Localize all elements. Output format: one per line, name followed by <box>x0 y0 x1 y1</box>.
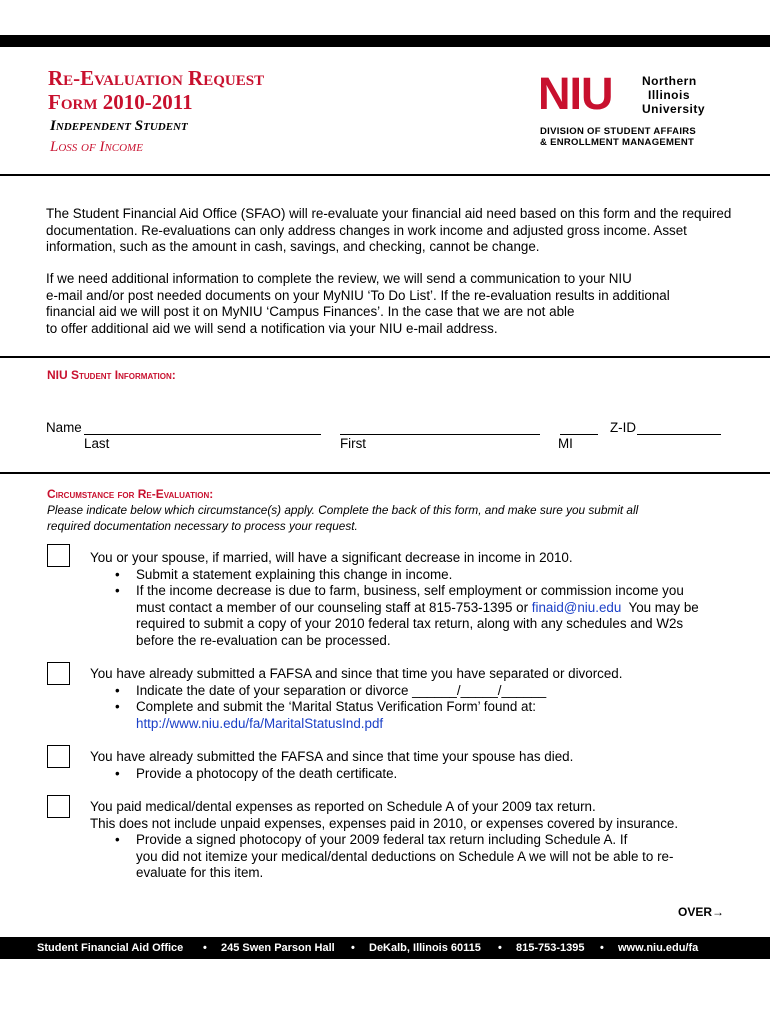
bullet-line: evaluate for this item. <box>136 865 264 880</box>
bullet-text: You may be <box>621 599 699 615</box>
footer-separator: • <box>203 942 207 954</box>
student-info-heading: NIU Student Information: <box>47 368 176 382</box>
bullet-list <box>90 832 730 882</box>
title-line-2: Form 2010-2011 <box>48 90 193 114</box>
footer-bar <box>0 937 770 959</box>
circumstance-heading: Circumstance for Re-Evaluation: <box>47 487 214 501</box>
logo-line-3: University <box>642 102 706 116</box>
circumstance-spouse-died <box>90 749 730 782</box>
footer-office: Student Financial Aid Office <box>37 942 184 954</box>
checkbox-spouse-died[interactable] <box>47 745 70 768</box>
division-label <box>540 126 696 148</box>
subtitle-loss-of-income: Loss of Income <box>50 139 143 155</box>
instructions-line: required documentation necessary to process your request. <box>47 518 358 533</box>
mi-label: MI <box>558 436 573 451</box>
footer-phone: 815-753-1395 <box>516 942 585 954</box>
item-text: You or your spouse, if married, will have a significant decrease in income in 2010. <box>90 550 573 565</box>
division-line-1: DIVISION OF STUDENT AFFAIRS <box>540 126 697 137</box>
bullet-list <box>90 567 730 650</box>
checkbox-separated-divorced[interactable] <box>47 662 70 685</box>
logo-line-1: Northern <box>642 74 697 88</box>
finaid-email-link[interactable]: finaid@niu.edu <box>531 599 622 615</box>
bullet-text: must contact a member of our counseling staff at 815-753-1395 or <box>136 599 532 615</box>
bullet-item <box>136 583 730 649</box>
intro-p2-line: If we need additional information to complete the review, we will send a communication to your NIU <box>46 271 632 286</box>
item-text: You paid medical/dental expenses as reported on Schedule A of your 2009 tax return. <box>90 799 596 814</box>
footer-city: DeKalb, Illinois 60115 <box>369 942 481 954</box>
top-bar <box>0 35 770 47</box>
zid-label: Z-ID <box>610 420 637 435</box>
footer-separator: • <box>351 942 355 954</box>
divider <box>0 472 770 474</box>
bullet-line: • Complete and submit the ‘Marital Status Verification Form’ found at: <box>136 699 536 714</box>
bullet-line: you did not itemize your medical/dental deductions on Schedule A we will not be able to re- <box>136 848 674 864</box>
last-name-field[interactable] <box>84 420 321 435</box>
mi-field[interactable] <box>560 420 598 435</box>
footer-address: 245 Swen Parson Hall <box>221 942 335 954</box>
bullet-item: • Indicate the date of your separation or divorce ______/_____/______ <box>136 683 730 700</box>
intro-p2-line: to offer additional aid we will send a notification via your NIU e-mail address. <box>46 320 498 336</box>
intro-p2-line: financial aid we will post it on MyNIU ‘Campus Finances’. In the case that we are not able <box>46 304 575 319</box>
title-line-1: Re-Evaluation Request <box>48 66 265 90</box>
bullet-line <box>136 600 730 617</box>
footer-separator: • <box>600 942 604 954</box>
circumstance-instructions <box>47 503 727 534</box>
bullet-line: required to submit a copy of your 2010 federal tax return, along with any schedules and W2s <box>136 616 684 631</box>
checkbox-medical-expenses[interactable] <box>47 795 70 818</box>
intro-paragraph-1: The Student Financial Aid Office (SFAO) will re-evaluate your financial aid need based on this form and the required documentation. Re-evaluations can only address changes in work income and adjusted gross income. Asset information, such as the amount in cash, savings, and checking, cannot be change. <box>46 206 732 254</box>
bullet-item: • Submit a statement explaining this change in income. <box>136 567 730 584</box>
circumstance-medical-expenses <box>90 799 730 882</box>
item-text: You have already submitted the FAFSA and since that time your spouse has died. <box>90 749 574 764</box>
footer-separator: • <box>498 942 502 954</box>
bullet-item <box>136 699 730 732</box>
zid-field[interactable] <box>637 420 721 435</box>
bullet-line: • Provide a signed photocopy of your 2009 federal tax return including Schedule A. If <box>136 832 628 847</box>
instructions-line: Please indicate below which circumstance(s) apply. Complete the back of this form, and make sure you submit all <box>47 503 639 517</box>
logo-line-2: Illinois <box>648 88 691 102</box>
intro-paragraph-2 <box>46 271 746 337</box>
divider <box>0 356 770 358</box>
circumstance-income-decrease <box>90 550 730 649</box>
marital-status-form-link[interactable]: http://www.niu.edu/fa/MaritalStatusInd.pdf <box>136 715 384 731</box>
last-label: Last <box>84 436 110 451</box>
niu-logo-wordmark <box>642 74 705 116</box>
bullet-item <box>136 832 730 882</box>
divider <box>0 174 770 176</box>
item-text: You have already submitted a FAFSA and since that time you have separated or divorced. <box>90 666 623 681</box>
bullet-line: before the re-evaluation can be processed. <box>136 632 391 648</box>
bullet-list <box>90 683 730 733</box>
intro-p2-line: e-mail and/or post needed documents on your MyNIU ‘To Do List’. If the re-evaluation results in additional <box>46 287 670 303</box>
name-label: Name <box>46 420 82 435</box>
page-title <box>48 66 264 114</box>
division-line-2: & ENROLLMENT MANAGEMENT <box>540 137 695 148</box>
bullet-list <box>90 766 730 783</box>
bullet-line: • If the income decrease is due to farm, business, self employment or commission income you <box>136 583 684 598</box>
footer-web[interactable]: www.niu.edu/fa <box>618 942 699 954</box>
first-label: First <box>340 436 367 451</box>
circumstance-separated-divorced <box>90 666 730 732</box>
subtitle: Independent Student <box>50 118 188 134</box>
over-label: OVER→ <box>677 905 724 919</box>
checkbox-income-decrease[interactable] <box>47 544 70 567</box>
first-name-field[interactable] <box>340 420 540 435</box>
item-text: This does not include unpaid expenses, expenses paid in 2010, or expenses covered by insurance. <box>90 815 679 831</box>
bullet-item: • Provide a photocopy of the death certificate. <box>136 766 730 783</box>
niu-logo-mark: NIU <box>538 68 613 119</box>
